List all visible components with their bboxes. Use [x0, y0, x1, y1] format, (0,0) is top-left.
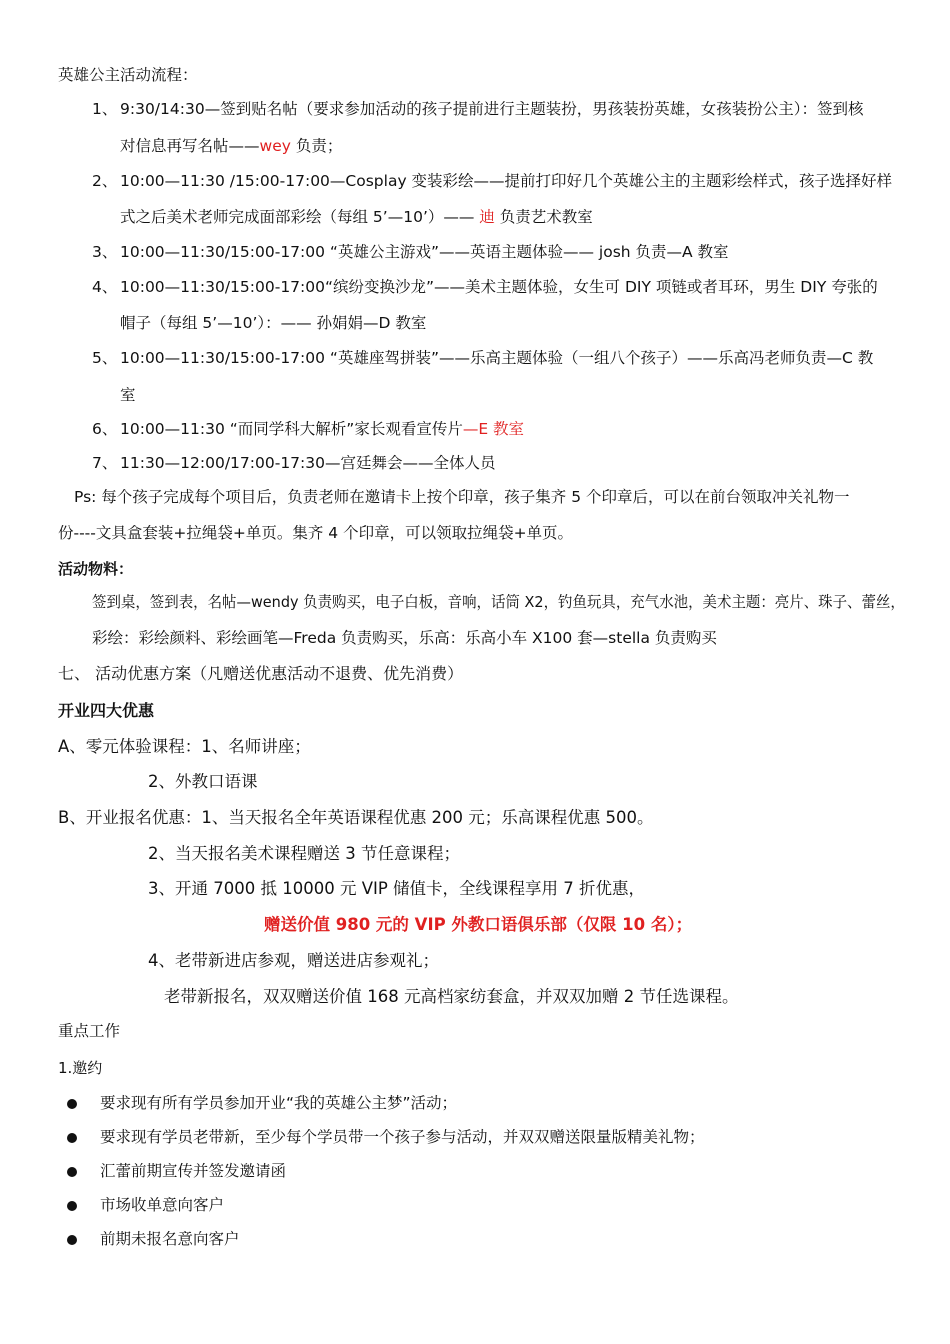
- flow-item-5-text: 10:00—11:30/15:00-17:00 “英雄座驾拼装”——乐高主题体验（一组八个孩子）——乐高冯老师负责—C 教: [120, 349, 874, 367]
- flow-item-2-line2: 式之后美术老师完成面部彩绘（每组 5’—10’）——: [120, 208, 480, 226]
- opening-offers-title: 开业四大优惠: [58, 701, 155, 720]
- flow-item-7: [92, 456, 496, 472]
- materials-line1: 签到桌，签到表，名帖—wendy 负责购买，电子白板，音响，话筒 X2，钓鱼玩具，充气水池，美术主题：亮片、珠子、蕾丝，: [92, 593, 905, 611]
- offer-b-line3: 3、开通 7000 抵 10000 元 VIP 储值卡，全线课程享用 7 折优惠，: [148, 879, 646, 898]
- flow-item-3: [92, 245, 729, 261]
- offer-a-line2: 2、外教口语课: [148, 772, 258, 791]
- key-work-title: 重点工作: [58, 1022, 121, 1040]
- flow-item-1-line2: 对信息再写名帖——: [120, 137, 260, 155]
- ps-note-line2: 份----文具盒套装+拉绳袋+单页。集齐 4 个印章，可以领取拉绳袋+单页。: [58, 524, 574, 542]
- key-work-bullet-5: 前期未报名意向客户: [100, 1230, 240, 1248]
- key-work-bullet-4: 市场收单意向客户: [100, 1196, 225, 1214]
- bullet-dot-icon: [67, 1099, 77, 1109]
- section-7-heading: 七、 活动优惠方案（凡赠送优惠活动不退费、优先消费）: [58, 664, 464, 683]
- offer-a-line1: A、零元体验课程：1、名师讲座；: [58, 737, 311, 756]
- flow-item-6: [92, 422, 524, 438]
- flow-item-2-line2-end: 负责艺术教室: [494, 208, 593, 226]
- key-work-subtitle: 1.邀约: [58, 1059, 103, 1077]
- materials-line2: 彩绘：彩绘颜料、彩绘画笔—Freda 负责购买，乐高：乐高小车 X100 套—stella 负责购买: [92, 629, 717, 647]
- flow-item-3-text: 10:00—11:30/15:00-17:00 “英雄公主游戏”——英语主题体验—— josh 负责—A 教室: [120, 243, 729, 261]
- offer-b-line1: B、开业报名优惠：1、当天报名全年英语课程优惠 200 元；乐高课程优惠 500。: [58, 808, 654, 827]
- offer-b-line6: 老带新报名，双双赠送价值 168 元高档家纺套盒，并双双加赠 2 节任选课程。: [164, 987, 739, 1006]
- flow-item-2-text: 10:00—11:30 /15:00-17:00—Cosplay 变装彩绘——提前打印好几个英雄公主的主题彩绘样式，孩子选择好样: [120, 172, 893, 190]
- offer-b-highlight: 赠送价值 980 元的 VIP 外教口语俱乐部（仅限 10 名）；: [264, 915, 693, 934]
- flow-item-6-number: 6、: [92, 420, 118, 438]
- offer-b-line5: 4、老带新进店参观，赠送进店参观礼；: [148, 951, 439, 970]
- flow-item-5-continued: 室: [120, 386, 136, 404]
- flow-item-7-number: 7、: [92, 454, 118, 472]
- flow-item-1-continued: [120, 139, 342, 155]
- flow-item-5: [92, 351, 873, 367]
- flow-item-1-number: 1、: [92, 100, 118, 118]
- flow-item-1: [92, 102, 863, 118]
- bullet-dot-icon: [67, 1167, 77, 1177]
- flow-item-2: [92, 174, 892, 190]
- flow-item-4-number: 4、: [92, 278, 118, 296]
- flow-item-6-room: —E 教室: [462, 420, 525, 438]
- flow-item-4-continued: 帽子（每组 5’—10’）：—— 孙娟娟—D 教室: [120, 314, 427, 332]
- flow-item-7-text: 11:30—12:00/17:00-17:30—宫廷舞会——全体人员: [120, 454, 496, 472]
- flow-title: 英雄公主活动流程：: [58, 66, 198, 84]
- flow-item-2-number: 2、: [92, 172, 118, 190]
- materials-title: 活动物料：: [58, 560, 134, 578]
- flow-item-2-owner: 迪: [479, 208, 495, 226]
- key-work-bullet-3: 汇蕾前期宣传并签发邀请函: [100, 1162, 287, 1180]
- flow-item-1-line2-end: 负责；: [290, 137, 343, 155]
- flow-item-5-number: 5、: [92, 349, 118, 367]
- bullet-dot-icon: [67, 1235, 77, 1245]
- flow-item-1-owner: wey: [259, 137, 291, 155]
- flow-item-1-text: 9:30/14:30—签到贴名帖（要求参加活动的孩子提前进行主题装扮，男孩装扮英雄，女孩装扮公主）：签到核: [120, 100, 864, 118]
- key-work-bullet-2: 要求现有学员老带新，至少每个学员带一个孩子参与活动，并双双赠送限量版精美礼物；: [100, 1128, 705, 1146]
- flow-item-6-text: 10:00—11:30 “而同学科大解析”家长观看宣传片: [120, 420, 463, 438]
- flow-item-4-text: 10:00—11:30/15:00-17:00“缤纷变换沙龙”——美术主题体验，女生可 DIY 项链或者耳环，男生 DIY 夸张的: [120, 278, 878, 296]
- offer-b-line2: 2、当天报名美术课程赠送 3 节任意课程；: [148, 844, 460, 863]
- bullet-dot-icon: [67, 1133, 77, 1143]
- flow-item-2-continued: [120, 210, 593, 226]
- flow-item-3-number: 3、: [92, 243, 118, 261]
- key-work-bullet-1: 要求现有所有学员参加开业“我的英雄公主梦”活动；: [100, 1094, 458, 1112]
- flow-item-4: [92, 280, 878, 296]
- bullet-dot-icon: [67, 1201, 77, 1211]
- ps-note-line1: Ps: 每个孩子完成每个项目后，负责老师在邀请卡上按个印章，孩子集齐 5 个印章后，可以在前台领取冲关礼物一: [74, 488, 850, 506]
